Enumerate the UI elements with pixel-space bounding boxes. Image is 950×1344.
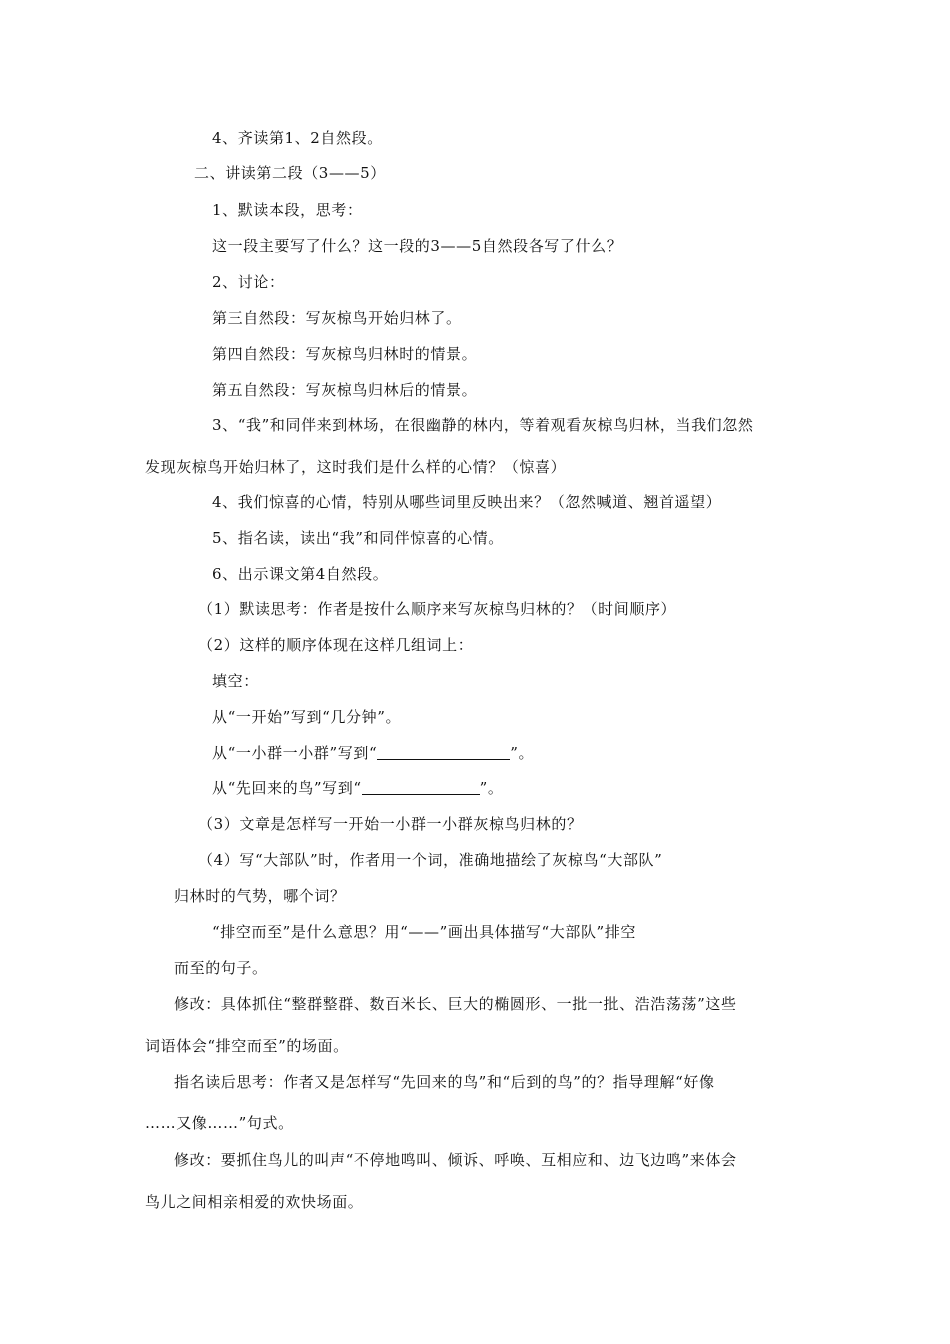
text-line: 第五自然段：写灰椋鸟归林后的情景。 bbox=[212, 381, 478, 399]
text-line: 填空： bbox=[212, 672, 259, 690]
text-line: （4）写“大部队”时，作者用一个词，准确地描绘了灰椋鸟“大部队” bbox=[198, 851, 663, 869]
fill-blank-line bbox=[212, 778, 503, 798]
text-line: 2、讨论： bbox=[212, 273, 285, 291]
text-line: （2）这样的顺序体现在这样几组词上： bbox=[198, 636, 474, 654]
blank-field[interactable] bbox=[377, 744, 510, 760]
text-line: 1、默读本段，思考： bbox=[212, 201, 363, 219]
text-line: 发现灰椋鸟开始归林了，这时我们是什么样的心情？（惊喜） bbox=[145, 458, 567, 476]
text-line: 词语体会“排空而至”的场面。 bbox=[145, 1037, 349, 1055]
text-line: （1）默读思考：作者是按什么顺序来写灰椋鸟归林的？（时间顺序） bbox=[198, 600, 677, 618]
fill-blank-prefix: 从“一小群一小群”写到“ bbox=[212, 744, 378, 762]
text-line: 鸟儿之间相亲相爱的欢快场面。 bbox=[145, 1193, 364, 1211]
text-line: 归林时的气势，哪个词？ bbox=[174, 887, 346, 905]
text-line: 第三自然段：写灰椋鸟开始归林了。 bbox=[212, 309, 462, 327]
text-line: 这一段主要写了什么？这一段的3——5自然段各写了什么？ bbox=[212, 237, 623, 255]
text-line: 而至的句子。 bbox=[174, 959, 268, 977]
text-line: 4、我们惊喜的心情，特别从哪些词里反映出来？（忽然喊道、翘首遥望） bbox=[212, 493, 722, 511]
text-line: 从“一开始”写到“几分钟”。 bbox=[212, 708, 402, 726]
blank-field[interactable] bbox=[362, 779, 480, 795]
text-line: 5、指名读，读出“我”和同伴惊喜的心情。 bbox=[212, 529, 504, 547]
text-line: 修改：具体抓住“整群整群、数百米长、巨大的椭圆形、一批一批、浩浩荡荡”这些 bbox=[174, 995, 737, 1013]
text-line: “排空而至”是什么意思？用“——”画出具体描写“大部队”排空 bbox=[212, 923, 637, 941]
text-line: 第四自然段：写灰椋鸟归林时的情景。 bbox=[212, 345, 478, 363]
fill-blank-prefix: 从“先回来的鸟”写到“ bbox=[212, 779, 362, 797]
text-line: 修改：要抓住鸟儿的叫声“不停地鸣叫、倾诉、呼唤、互相应和、边飞边鸣”来体会 bbox=[174, 1151, 737, 1169]
text-line: （3）文章是怎样写一开始一小群一小群灰椋鸟归林的？ bbox=[198, 815, 583, 833]
section-heading: 二、讲读第二段（3——5） bbox=[194, 164, 386, 182]
text-line: 指名读后思考：作者又是怎样写“先回来的鸟”和“后到的鸟”的？指导理解“好像 bbox=[174, 1073, 715, 1091]
text-line: 6、出示课文第4自然段。 bbox=[212, 565, 389, 583]
fill-blank-suffix: ”。 bbox=[479, 779, 504, 797]
text-line: ……又像……”句式。 bbox=[145, 1114, 294, 1132]
text-line: 4、齐读第1、2自然段。 bbox=[212, 129, 383, 147]
fill-blank-suffix: ”。 bbox=[510, 744, 535, 762]
text-line: 3、“我”和同伴来到林场，在很幽静的林内，等着观看灰椋鸟归林，当我们忽然 bbox=[212, 416, 754, 434]
fill-blank-line bbox=[212, 743, 534, 763]
